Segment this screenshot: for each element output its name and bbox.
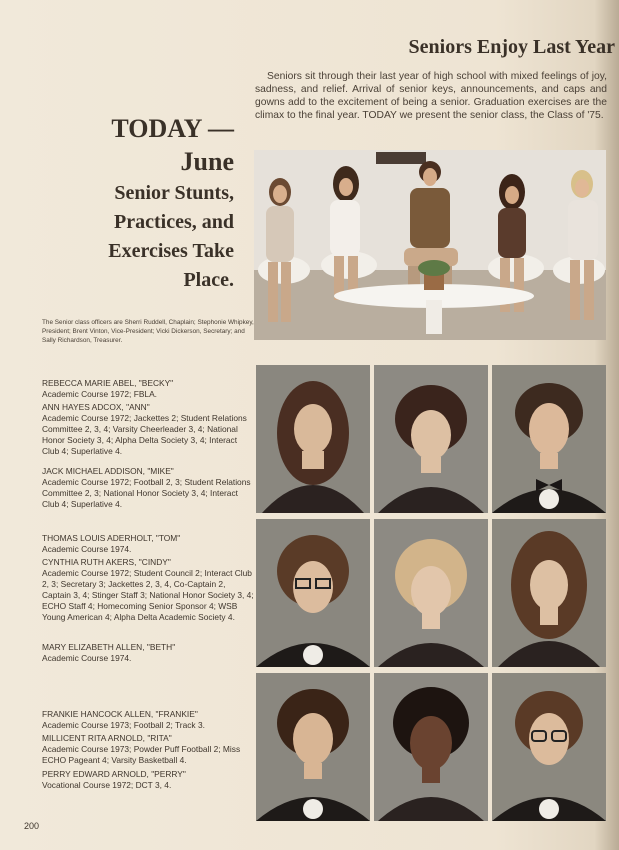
feature-line-june: June (180, 147, 234, 176)
bio-aderholt (42, 533, 254, 555)
portrait-addison (492, 365, 606, 513)
bio-details: Academic Course 1972; FBLA. (42, 389, 157, 399)
feature-subtitle-3: Exercises Take (108, 240, 234, 262)
bio-adcox (42, 402, 254, 457)
bio-details: Academic Course 1973; Powder Puff Football 2; Miss ECHO Pageant 4; Varsity Basketball 4. (42, 744, 241, 765)
portrait-aderholt (256, 519, 370, 667)
bio-arnold-rita (42, 733, 254, 766)
portrait-abel (256, 365, 370, 513)
bio-name: FRANKIE HANCOCK ALLEN, "FRANKIE" (42, 709, 198, 719)
bio-akers (42, 557, 254, 623)
bio-name: THOMAS LOUIS ADERHOLT, "TOM" (42, 533, 181, 543)
bio-name: ANN HAYES ADCOX, "ANN" (42, 402, 150, 412)
bio-abel (42, 378, 254, 400)
bio-allen-beth (42, 642, 254, 664)
bio-allen-frankie (42, 709, 254, 731)
bio-name: CYNTHIA RUTH AKERS, "CINDY" (42, 557, 171, 567)
feature-line-today: TODAY — (111, 114, 234, 143)
feature-subtitle-2: Practices, and (114, 211, 234, 233)
bio-details: Academic Course 1972; Jackettes 2; Student Relations Committee 2, 3, 4; Varsity Cheerleader 3, 4; National Honor Society 3, 4; Alpha Delta Society 3, 4; Interact Club 4; Superlative 4. (42, 413, 247, 456)
page-number: 200 (24, 821, 40, 831)
feature-subtitle-4: Place. (183, 269, 234, 291)
bio-name: MILLICENT RITA ARNOLD, "RITA" (42, 733, 172, 743)
bio-details: Academic Course 1972; Football 2, 3; Student Relations Committee 2, 3; National Honor Society 3, 4; Interact Club 4; Superlative 4. (42, 477, 251, 509)
bio-details: Academic Course 1972; Student Council 2; Interact Club 2, 3; Secretary 3; Jackettes 2, 3, 4, Co-Captain 2, Captain 3, 4; Stinger Staff 3; National Honor Society 3, 4; ECHO Staff 4; Homecoming Senior Sponsor 4; WSB Young American 4; Alpha Delta Academic Society 4. (42, 568, 254, 622)
intro-paragraph: Seniors sit through their last year of high school with mixed feelings of joy, sadness, and relief. Arrival of senior keys, announcements, and caps and gowns add to the excitement of being a senior. Graduation exercises are the climax to the final year. TODAY we present the senior class, the Class of '75. (255, 71, 607, 121)
officers-caption: The Senior class officers are Sherri Ruddell, Chaplain; Stephonie Whipkey, President; Brent Vinton, Vice-President; Vicki Dickerson, Secretary; and Sally Richardson, Treasurer. (42, 319, 254, 344)
bio-details: Academic Course 1974. (42, 653, 132, 663)
bio-addison (42, 466, 254, 510)
bio-details: Academic Course 1973; Football 2; Track 3. (42, 720, 205, 730)
bio-details: Academic Course 1974. (42, 544, 132, 554)
portrait-adcox (374, 365, 488, 513)
feature-subtitle-1: Senior Stunts, (114, 182, 234, 204)
portrait-allen-frankie (256, 673, 370, 821)
bio-arnold-perry (42, 769, 254, 791)
portrait-allen-beth (492, 519, 606, 667)
bio-name: MARY ELIZABETH ALLEN, "BETH" (42, 642, 176, 652)
page-title: Seniors Enjoy Last Year (408, 36, 615, 58)
portrait-akers (374, 519, 488, 667)
feature-heading (40, 113, 234, 295)
bio-name: PERRY EDWARD ARNOLD, "PERRY" (42, 769, 186, 779)
portrait-arnold-rita (374, 673, 488, 821)
portrait-arnold-perry (492, 673, 606, 821)
bio-details: Vocational Course 1972; DCT 3, 4. (42, 780, 172, 790)
bio-name: JACK MICHAEL ADDISON, "MIKE" (42, 466, 174, 476)
bio-name: REBECCA MARIE ABEL, "BECKY" (42, 378, 174, 388)
officers-group-photo (254, 150, 606, 340)
